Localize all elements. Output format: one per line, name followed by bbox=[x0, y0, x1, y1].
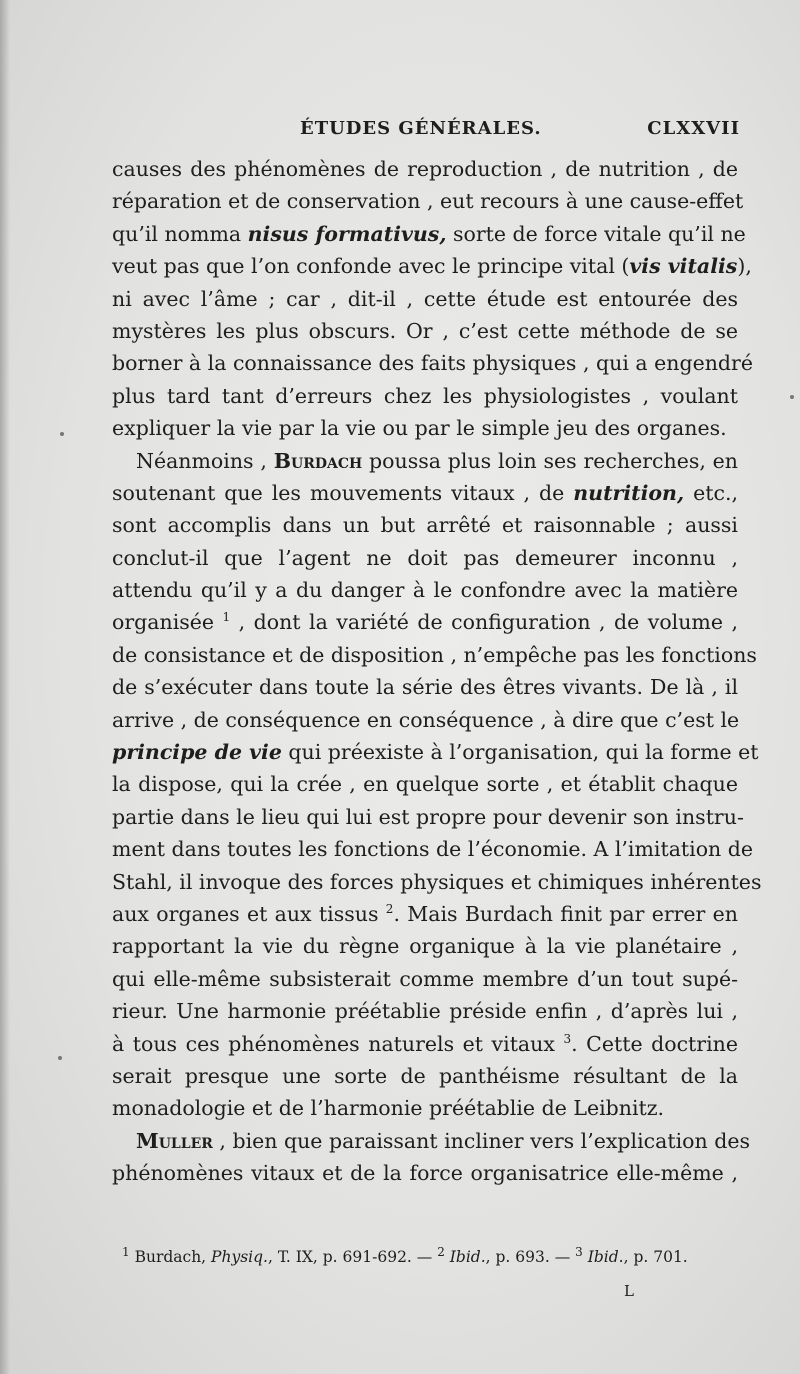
italic-term: vis vitalis bbox=[629, 254, 738, 279]
text-line: serait presque une sorte de panthéisme résultant de la bbox=[112, 1063, 738, 1088]
text-line: à tous ces phénomènes naturels et vitaux $^3$. Cette doctrine bbox=[112, 1031, 738, 1056]
signature-mark: L bbox=[624, 1282, 635, 1300]
footnote-marker: 1 bbox=[122, 1244, 130, 1259]
text-line: la dispose, qui la crée , en quelque sorte , et établit chaque bbox=[112, 772, 738, 797]
text-line: aux organes et aux tissus $^2$. Mais Burdach finit par errer en bbox=[112, 901, 739, 926]
text-line: monadologie et de l’harmonie préétablie de Leibnitz. bbox=[112, 1096, 665, 1121]
text-line: ni avec l’âme ; car , dit-il , cette étude est entourée des bbox=[112, 286, 738, 311]
text-line: borner à la connaissance des faits physiques , qui a engendré bbox=[112, 351, 753, 376]
text-line: phénomènes vitaux et de la force organisatrice elle-même , bbox=[112, 1161, 738, 1186]
margin-speck bbox=[58, 1056, 62, 1060]
text-line: Muller , bien que paraissant incliner vers l’explication des bbox=[136, 1128, 750, 1153]
text-line: plus tard tant d’erreurs chez les physiologistes , voulant bbox=[112, 383, 738, 408]
body-text bbox=[112, 153, 762, 1190]
italic-term: nutrition, bbox=[573, 480, 685, 505]
text-line: rapportant la vie du règne organique à la vie planétaire , bbox=[112, 934, 738, 959]
text-line: causes des phénomènes de reproduction , de nutrition , de bbox=[112, 157, 738, 181]
text-line: attendu qu’il y a du danger à le confondre avec la matière bbox=[112, 578, 738, 603]
footnote-ref: 1 bbox=[222, 610, 231, 625]
text-line: organisée $^1$ , dont la variété de configuration , de volume , bbox=[112, 610, 738, 635]
text-line: ment dans toutes les fonctions de l’économie. A l’imitation de bbox=[112, 837, 754, 862]
text-line: expliquer la vie par la vie ou par le simple jeu des organes. bbox=[112, 416, 727, 441]
page-number: CLXXVII bbox=[647, 118, 740, 139]
author-name: Muller bbox=[136, 1128, 213, 1153]
text-line: sont accomplis dans un but arrêté et raisonnable ; aussi bbox=[112, 513, 738, 538]
footnote-marker: 3 bbox=[575, 1244, 583, 1259]
italic-term: nisus formativus, bbox=[247, 221, 447, 246]
footnote-marker: 2 bbox=[437, 1244, 445, 1259]
italic-term: principe de vie bbox=[112, 740, 282, 765]
text-line: veut pas que l’on confonde avec le principe vital (vis vitalis), bbox=[112, 254, 752, 279]
text-line: de consistance et de disposition , n’empêche pas les fonctions bbox=[112, 642, 757, 667]
text-line: qui elle-même subsisterait comme membre d’un tout supé- bbox=[112, 966, 738, 991]
page-gutter-shadow bbox=[0, 0, 10, 1374]
text-line: soutenant que les mouvements vitaux , de nutrition, etc., bbox=[112, 480, 738, 505]
running-title: ÉTUDES GÉNÉRALES. bbox=[300, 118, 542, 139]
margin-speck bbox=[790, 395, 794, 399]
text-line: arrive , de conséquence en conséquence , à dire que c’est le bbox=[112, 707, 740, 732]
text-line: mystères les plus obscurs. Or , c’est cette méthode de se bbox=[112, 318, 738, 343]
text-line: de s’exécuter dans toute la série des êtres vivants. De là , il bbox=[112, 675, 738, 700]
author-name: Burdach bbox=[273, 448, 363, 473]
footnote-ref: 3 bbox=[563, 1031, 572, 1046]
text-line: Néanmoins , Burdach poussa plus loin ses recherches, en bbox=[136, 448, 739, 473]
text-line: réparation et de conservation , eut recours à une cause-effet bbox=[112, 189, 744, 214]
text-line: Stahl, il invoque des forces physiques et chimiques inhérentes bbox=[112, 869, 762, 894]
text-line: qu’il nomma nisus formativus, sorte de force vitale qu’il ne bbox=[112, 221, 746, 246]
footnotes: $^1$ Burdach, Physiq., T. IX, p. 691-692. — $^2$ Ibid., p. 693. — $^3$ Ibid., p. 701. bbox=[122, 1244, 688, 1266]
text-line: rieur. Une harmonie préétablie préside enfin , d’après lui , bbox=[112, 999, 738, 1024]
page-header bbox=[110, 118, 740, 148]
text-line: partie dans le lieu qui lui est propre pour devenir son instru- bbox=[112, 804, 744, 829]
text-line: conclut-il que l’agent ne doit pas demeurer inconnu , bbox=[112, 545, 738, 570]
footnote-ref: 2 bbox=[385, 902, 394, 917]
text-line: principe de vie qui préexiste à l’organisation, qui la forme et bbox=[112, 740, 759, 765]
margin-speck bbox=[60, 432, 64, 436]
